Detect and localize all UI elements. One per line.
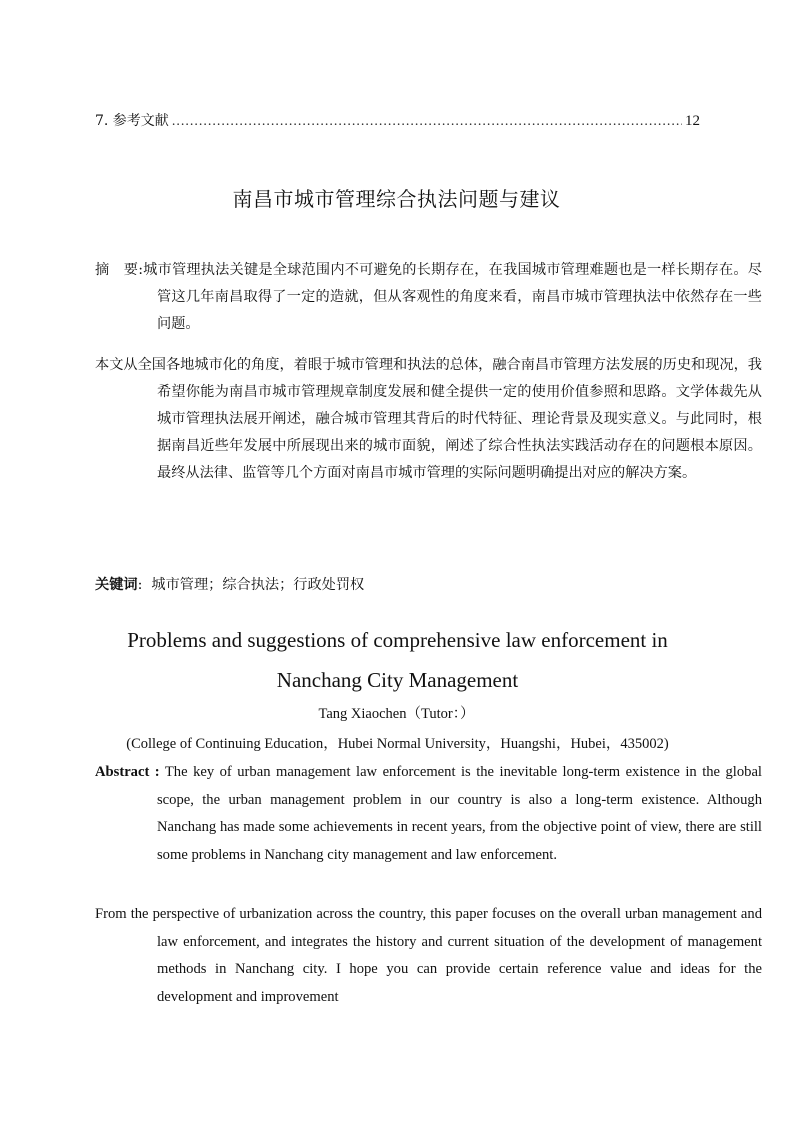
- toc-entry-label: 7. 参考文献: [95, 113, 169, 129]
- toc-leader-dots: [172, 114, 682, 130]
- chinese-keywords: [95, 573, 700, 597]
- chinese-abstract-separator: :: [138, 262, 143, 278]
- english-affiliation: (College of Continuing Education，Hubei Normal University，Huangshi，Hubei，435002): [126, 736, 669, 752]
- english-author: Tang Xiaochen（Tutor：）: [318, 706, 475, 722]
- english-title-line-1: Problems and suggestions of comprehensive law enforcement in: [127, 628, 668, 652]
- english-title: [95, 620, 700, 700]
- chinese-abstract: [95, 257, 762, 338]
- toc-entry-references[interactable]: [95, 110, 700, 132]
- chinese-keywords-label: 关键词: [95, 577, 138, 593]
- toc-entry-page-number: 12: [685, 113, 700, 129]
- chinese-keywords-text: 城市管理；综合执法；行政处罚权: [151, 577, 365, 593]
- english-abstract-label: Abstract :: [95, 764, 160, 780]
- chinese-body-text: 本文从全国各地城市化的角度，着眼于城市管理和执法的总体，融合南昌市管理方法发展的历史和现况，我希望你能为南昌市城市管理规章制度发展和健全提供一定的使用价值参照和思路。文学体裁先从城市管理执法展开阐述，融合城市管理其背后的时代特征、理论背景及现实意义。与此同时，根据南昌近些年发展中所展现出来的城市面貌，阐述了综合性执法实践活动存在的问题根本原因。最终从法律、监管等几个方面对南昌市城市管理的实际问题明确提出对应的解决方案。: [95, 357, 762, 481]
- chinese-abstract-label: 摘 要: [95, 262, 139, 278]
- english-body-text: From the perspective of urbanization across the country, this paper focuses on the overall urban management and law enforcement, and integrates the history and current situation of the development of management methods in Nanchang city. I hope you can provide certain reference value and ideas for the development and improvement: [95, 906, 762, 1005]
- english-body-paragraph: [95, 901, 762, 1011]
- english-abstract-text: The key of urban management law enforcement is the inevitable long-term existence in the global scope, the urban management problem in our country is also a long-term existence. Although Nanchang has made some achievements in recent years, from the objective point of view, there are still some problems in Nanchang city management and law enforcement.: [157, 764, 762, 863]
- chinese-title: 南昌市城市管理综合执法问题与建议: [232, 187, 561, 211]
- english-title-line-2: Nanchang City Management: [276, 668, 519, 692]
- chinese-body-paragraph: [95, 352, 762, 487]
- english-abstract: [95, 759, 762, 869]
- chinese-abstract-text: 城市管理执法关键是全球范围内不可避免的长期存在，在我国城市管理难题也是一样长期存在。尽管这几年南昌取得了一定的造就，但从客观性的角度来看，南昌市城市管理执法中依然存在一些问题。: [142, 262, 762, 332]
- chinese-keywords-separator: :: [137, 577, 143, 593]
